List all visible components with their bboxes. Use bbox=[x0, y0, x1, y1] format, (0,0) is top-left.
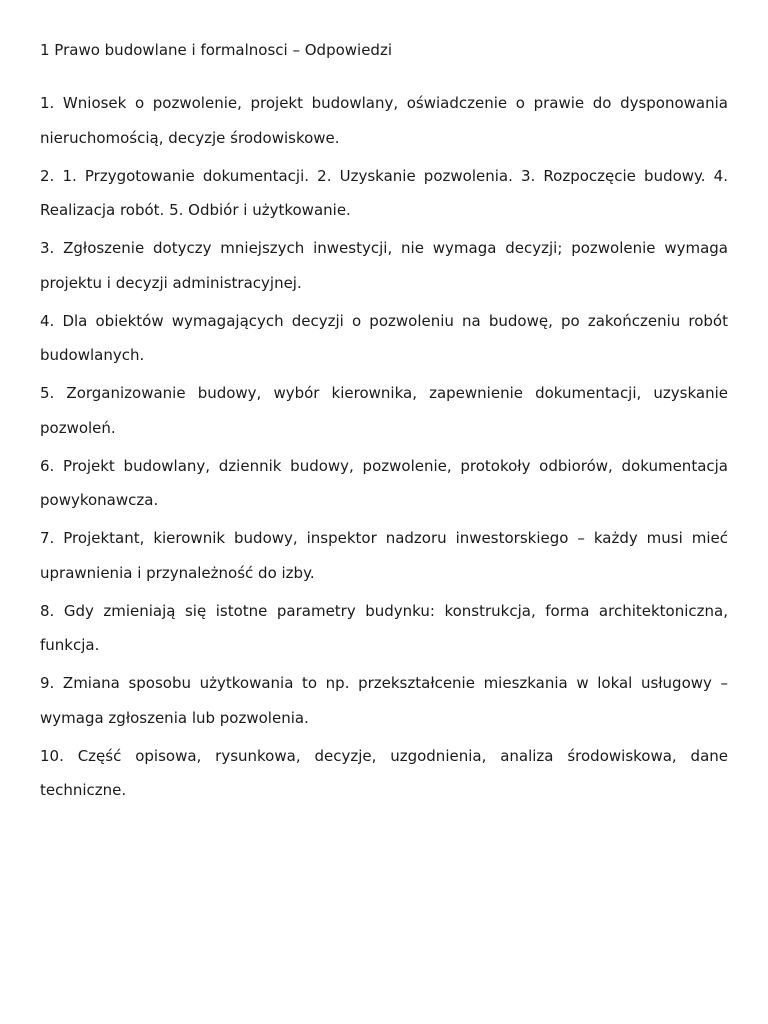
answer-item-4: 4. Dla obiektów wymagających decyzji o pozwoleniu na budowę, po zakończeniu robót budowlanych. bbox=[40, 311, 728, 364]
document-title: 1 Prawo budowlane i formalnosci – Odpowiedzi bbox=[40, 41, 392, 59]
answer-item-6: 6. Projekt budowlany, dziennik budowy, pozwolenie, protokoły odbiorów, dokumentacja powykonawcza. bbox=[40, 456, 728, 509]
answer-item-3: 3. Zgłoszenie dotyczy mniejszych inwestycji, nie wymaga decyzji; pozwolenie wymaga projektu i decyzji administracyjnej. bbox=[40, 239, 728, 292]
answer-item-1: 1. Wniosek o pozwolenie, projekt budowlany, oświadczenie o prawie do dysponowania nieruchomością, decyzje środowiskowe. bbox=[40, 94, 728, 147]
document-page bbox=[40, 36, 728, 811]
answer-list bbox=[40, 86, 728, 808]
answer-item-7: 7. Projektant, kierownik budowy, inspektor nadzoru inwestorskiego – każdy musi mieć uprawnienia i przynależność do izby. bbox=[40, 529, 728, 582]
answer-item-9: 9. Zmiana sposobu użytkowania to np. przekształcenie mieszkania w lokal usługowy – wymaga zgłoszenia lub pozwolenia. bbox=[40, 674, 728, 727]
answer-item-2: 2. 1. Przygotowanie dokumentacji. 2. Uzyskanie pozwolenia. 3. Rozpoczęcie budowy. 4. Realizacja robót. 5. Odbiór i użytkowanie. bbox=[40, 166, 728, 219]
answer-item-5: 5. Zorganizowanie budowy, wybór kierownika, zapewnienie dokumentacji, uzyskanie pozwoleń. bbox=[40, 384, 728, 437]
answer-item-10: 10. Część opisowa, rysunkowa, decyzje, uzgodnienia, analiza środowiskowa, dane techniczne. bbox=[40, 746, 728, 799]
answer-item-8: 8. Gdy zmieniają się istotne parametry budynku: konstrukcja, forma architektoniczna, funkcja. bbox=[40, 601, 728, 654]
